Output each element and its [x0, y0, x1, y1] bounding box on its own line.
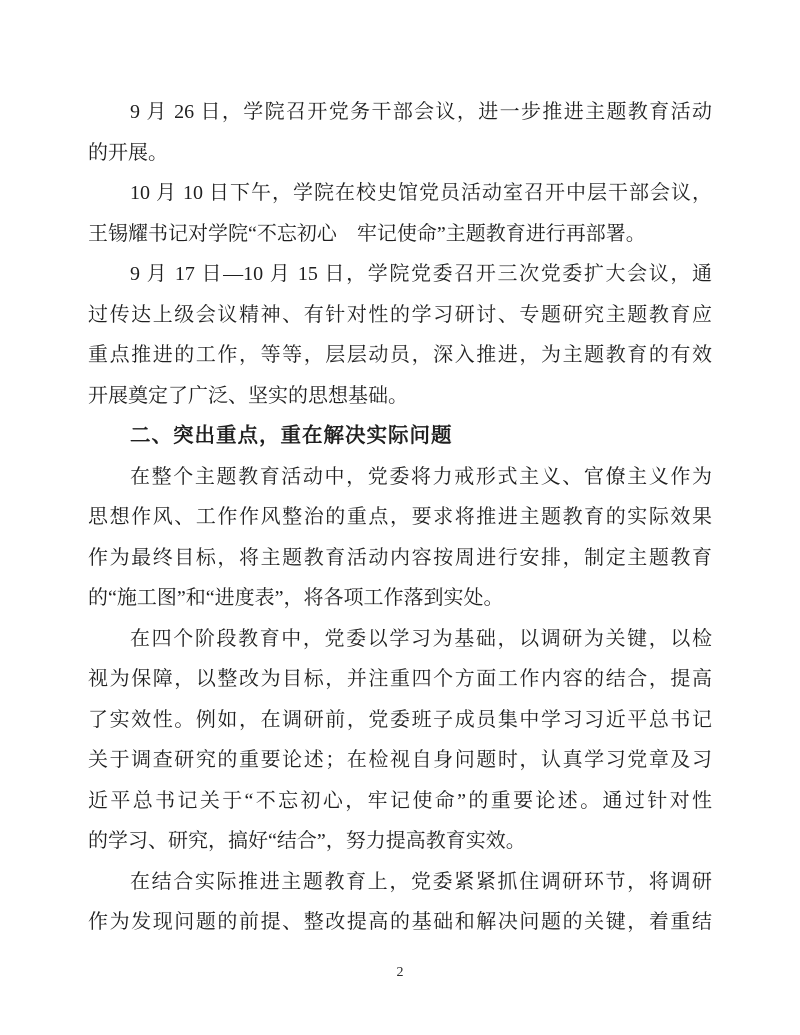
text-line: 在结合实际推进主题教育上，党委紧紧抓住调研环节，将调研: [130, 870, 712, 893]
paragraph: [88, 254, 712, 416]
text-line: 在四个阶段教育中，党委以学习为基础，以调研为关键，以检: [130, 627, 712, 650]
paragraph: [88, 173, 712, 254]
text-line: 近平总书记关于“不忘初心，牢记使命”的重要论述。通过针对性: [88, 789, 712, 812]
text-line: 关于调查研究的重要论述；在检视自身问题时，认真学习党章及习: [88, 749, 712, 771]
text-line: 思想作风、工作作风整治的重点，要求将推进主题教育的实际效果: [88, 506, 712, 528]
text-line: 开展奠定了广泛、坚实的思想基础。: [88, 384, 408, 407]
paragraph: [88, 862, 712, 943]
text-line: 重点推进的工作，等等，层层动员，深入推进，为主题教育的有效: [88, 344, 712, 366]
section-heading: [88, 416, 712, 457]
text-line: 10 月 10 日下午，学院在校史馆党员活动室召开中层干部会议，: [130, 182, 712, 204]
paragraph: [88, 619, 712, 862]
text-line: 二、突出重点，重在解决实际问题: [130, 424, 453, 447]
text-line: 作为最终目标，将主题教育活动内容按周进行安排，制定主题教育: [88, 546, 712, 569]
text-line: 王锡耀书记对学院“不忘初心 牢记使命”主题教育进行再部署。: [88, 222, 646, 245]
paragraph: [88, 92, 712, 173]
text-line: 的学习、研究，搞好“结合”，努力提高教育实效。: [88, 830, 526, 852]
page-number: 2: [396, 965, 404, 980]
text-line: 视为保障，以整改为目标，并注重四个方面工作内容的结合，提高: [88, 668, 712, 690]
text-line: 9 月 17 日—10 月 15 日，学院党委召开三次党委扩大会议，通: [130, 263, 712, 285]
text-line: 的“施工图”和“进度表”，将各项工作落到实处。: [88, 587, 504, 609]
text-line: 在整个主题教育活动中，党委将力戒形式主义、官僚主义作为: [130, 465, 712, 488]
text-line: 了实效性。例如，在调研前，党委班子成员集中学习习近平总书记: [88, 708, 712, 731]
text-line: 9 月 26 日，学院召开党务干部会议，进一步推进主题教育活动: [130, 101, 712, 123]
text-line: 作为发现问题的前提、整改提高的基础和解决问题的关键，着重结: [88, 911, 712, 933]
document-text: [88, 92, 712, 943]
text-line: 的开展。: [88, 141, 168, 164]
text-line: 过传达上级会议精神、有针对性的学习研讨、专题研究主题教育应: [88, 303, 712, 326]
paragraph: [88, 457, 712, 619]
